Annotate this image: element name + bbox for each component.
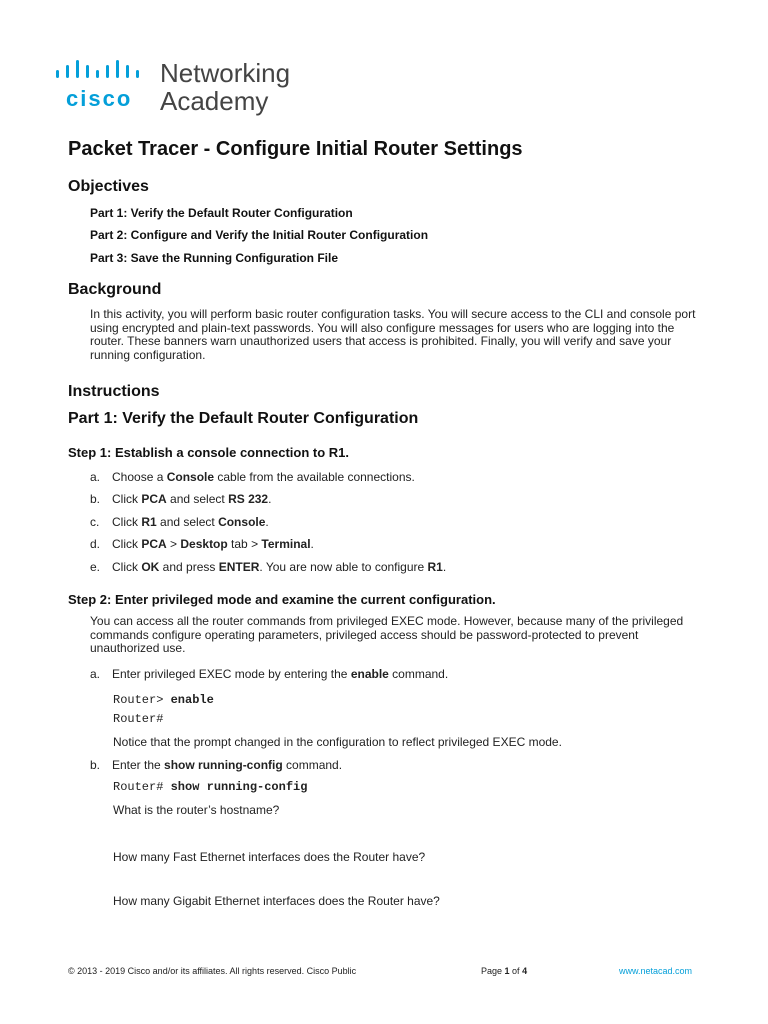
background-heading: Background <box>68 281 162 298</box>
part1-heading: Part 1: Verify the Default Router Configuration <box>68 410 419 427</box>
list-item: b. Enter the show running-config command. <box>90 758 343 772</box>
code-line: Router> enable <box>113 693 214 707</box>
objective-item: Part 3: Save the Running Configuration File <box>90 251 339 265</box>
list-item: d. Click PCA > Desktop tab > Terminal. <box>90 537 314 551</box>
footer-url-link[interactable]: www.netacad.com <box>619 966 693 976</box>
code-line: Router# <box>113 712 164 726</box>
footer-page-number: Page 1 of 4 <box>481 966 528 976</box>
cisco-networking-academy-logo <box>52 56 312 120</box>
footer-copyright: © 2013 - 2019 Cisco and/or its affiliates. All rights reserved. Cisco Public <box>68 966 357 976</box>
cisco-bars-icon <box>54 56 146 82</box>
objective-item: Part 2: Configure and Verify the Initial Router Configuration <box>90 228 429 242</box>
question-hostname: What is the router’s hostname? <box>113 803 280 817</box>
step2-heading: Step 2: Enter privileged mode and examine the current configuration. <box>68 592 496 607</box>
list-item: e. Click OK and press ENTER. You are now able to configure R1. <box>90 560 447 574</box>
step2-intro: You can access all the router commands from privileged EXEC mode. However, because many of the privileged commands configure operating parameters, privileged access should be password-protected to prevent unauthorized use. <box>90 614 684 655</box>
code-line: Router# show running-config <box>113 780 308 794</box>
instructions-heading: Instructions <box>68 383 160 400</box>
objective-item: Part 1: Verify the Default Router Configuration <box>90 206 353 220</box>
list-item: a. Enter privileged EXEC mode by entering the enable command. <box>90 667 449 681</box>
logo-networking: Networking <box>160 58 291 88</box>
objectives-heading: Objectives <box>68 178 149 195</box>
cisco-wordmark: cisco <box>66 86 133 111</box>
step1-heading: Step 1: Establish a console connection to R1. <box>68 445 349 460</box>
question-gigabit-ethernet: How many Gigabit Ethernet interfaces does the Router have? <box>113 894 440 908</box>
notice-text: Notice that the prompt changed in the configuration to reflect privileged EXEC mode. <box>113 735 562 749</box>
list-item: c. Click R1 and select Console. <box>90 515 269 529</box>
list-item: b. Click PCA and select RS 232. <box>90 492 272 506</box>
page-title: Packet Tracer - Configure Initial Router Settings <box>68 138 523 160</box>
background-text: In this activity, you will perform basic router configuration tasks. You will secure access to the CLI and console port using encrypted and plain-text passwords. You will also configure messages for users who are logging into the router. These banners warn unauthorized users that access is prohibited. Finally, you will verify and save your running configuration. <box>90 307 696 362</box>
logo-academy: Academy <box>160 86 269 116</box>
list-item: a. Choose a Console cable from the available connections. <box>90 470 415 484</box>
question-fast-ethernet: How many Fast Ethernet interfaces does the Router have? <box>113 850 426 864</box>
